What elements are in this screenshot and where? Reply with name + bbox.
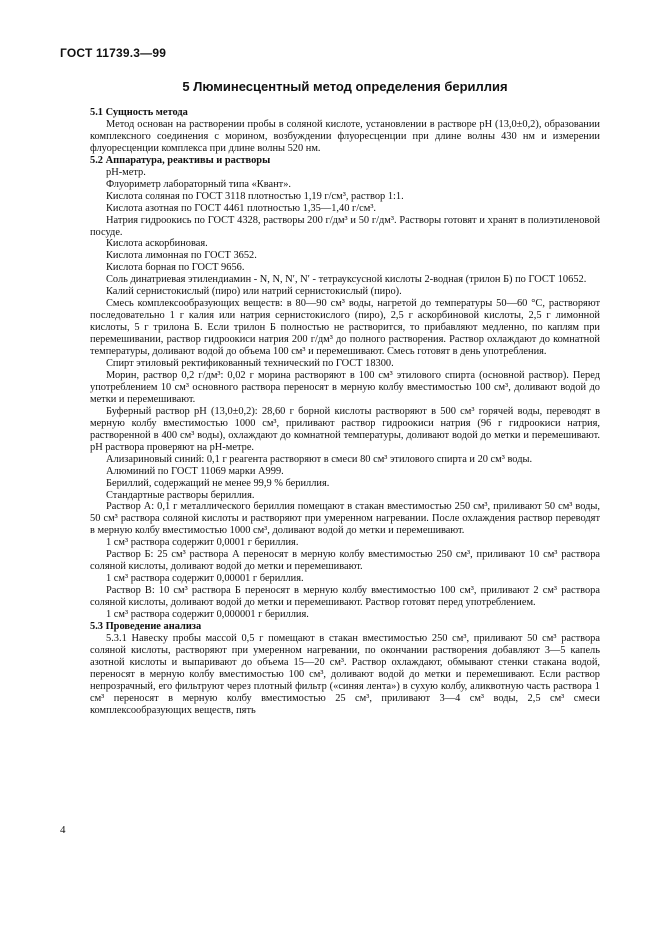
paragraph: Раствор Б: 25 см³ раствора А переносят в мерную колбу вместимостью 250 см³, приливают 10 см³ раствора соляной кислоты, доливают водой до метки и перемешивают.: [90, 549, 600, 573]
subsection-title-5-2: 5.2 Аппаратура, реактивы и растворы: [90, 154, 271, 166]
paragraph: Буферный раствор рН (13,0±0,2): 28,60 г борной кислоты растворяют в 500 см³ горячей воды, переводят в мерную колбу вместимостью 1000 см³, приливают раствор гидроокиси натрия (96 г гидроокиси натрия, растворенной в 400 см³ воды), охлаждают до комнатной температуры, доливают водой до метки и перемешивают. рН раствора проверяют на рН-метре.: [90, 405, 600, 453]
paragraph-5-3-1: 5.3.1 Навеску пробы массой 0,5 г помещают в стакан вместимостью 250 см³, приливают 50 см³ раствора соляной кислоты, растворяют при умеренном нагревании, по окончании растворения добавляют 3—5 капель азотной кислоты и выпаривают до объема 15—20 см³. Раствор охлаждают, обмывают стенки стакана водой, переносят в мерную колбу вместимостью 100 см³, доливают водой до метки и перемешивают. Если раствор непрозрачный, его фильтруют через плотный фильтр («синяя лента») в сухую колбу, аликвотную часть раствора 1 см³ переносят в мерную колбу вместимостью 25 см³, приливают 3—4 см³ воды, 2,5 см³ смеси комплексообразующих веществ, пять: [90, 632, 600, 716]
paragraph: Натрия гидроокись по ГОСТ 4328, растворы 200 г/дм³ и 50 г/дм³. Растворы готовят и хранят в полиэтиленовой посуде.: [90, 214, 600, 238]
paragraph: Алюминий по ГОСТ 11069 марки А999.: [106, 465, 284, 477]
paragraph: 1 см³ раствора содержит 0,0001 г бериллия.: [106, 537, 299, 549]
paragraph: Спирт этиловый ректификованный технический по ГОСТ 18300.: [106, 358, 394, 370]
subsection-title-5-1: 5.1 Сущность метода: [90, 107, 188, 118]
paragraph: Раствор А: 0,1 г металлического бериллия помещают в стакан вместимостью 250 см³, приливают 50 см³ воды, 50 см³ раствора соляной кислоты и растворяют при умеренном нагревании. После охлаждения раствор переводят в мерную колбу вместимостью 1000 см³, доливают водой до метки и перемешивают.: [90, 501, 600, 537]
document-body: [90, 80, 600, 717]
paragraph: Раствор В: 10 см³ раствора Б переносят в мерную колбу вместимостью 100 см³, приливают 2 см³ раствора соляной кислоты, доливают водой до метки и перемешивают. Раствор готовят перед употреблением.: [90, 585, 600, 609]
paragraph: Кислота азотная по ГОСТ 4461 плотностью 1,35—1,40 г/см³.: [106, 202, 377, 214]
paragraph: Ализариновый синий: 0,1 г реагента растворяют в смеси 80 см³ этилового спирта и 20 см³ воды.: [106, 453, 533, 465]
paragraph: рН-метр.: [106, 166, 146, 178]
paragraph: Кислота лимонная по ГОСТ 3652.: [106, 250, 257, 262]
paragraph: 1 см³ раствора содержит 0,000001 г бериллия.: [106, 609, 309, 621]
paragraph: Кислота борная по ГОСТ 9656.: [106, 262, 245, 274]
paragraph: Калий сернистокислый (пиро) или натрий сернистокислый (пиро).: [106, 286, 402, 298]
page-number: 4: [60, 824, 66, 836]
paragraph: Соль динатриевая этилендиамин - N, N, N′, N′ - тетрауксусной кислоты 2-водная (трилон Б) по ГОСТ 10652.: [106, 274, 587, 286]
paragraph: Флуориметр лабораторный типа «Квант».: [106, 178, 291, 190]
paragraph: Бериллий, содержащий не менее 99,9 % бериллия.: [106, 477, 330, 489]
paragraph-5-1: Метод основан на растворении пробы в соляной кислоте, установлении в растворе рН (13,0±0,2), образовании комплексного соединения с морином, возбуждении флуоресценции при длине волны 430 нм и измерении флуоресценции комплекса при длине волны 520 нм.: [90, 118, 600, 154]
paragraph: Кислота соляная по ГОСТ 3118 плотностью 1,19 г/см³, раствор 1:1.: [106, 190, 404, 202]
paragraph: Стандартные растворы бериллия.: [106, 489, 255, 501]
paragraph: Кислота аскорбиновая.: [106, 238, 208, 250]
paragraph: 1 см³ раствора содержит 0,00001 г бериллия.: [106, 573, 304, 585]
subsection-title-5-3: 5.3 Проведение анализа: [90, 620, 202, 632]
paragraph: Смесь комплексообразующих веществ: в 80—90 см³ воды, нагретой до температуры 50—60 °С, растворяют последовательно 1 г калия или натрия сернистокислого (пиро), 2,5 г аскорбиновой кислоты, 2,5 г лимонной кислоты, 5 г трилона Б. Если трилон Б полностью не растворится, то прибавляют медленно, по каплям при перемешивании, раствор гидроокиси натрия 200 г/дм³ до полного растворения. Раствор охлаждают до комнатной температуры, доливают водой до объема 100 см³ и перемешивают. Смесь готовят в день употребления.: [90, 298, 600, 358]
section-title: 5 Люминесцентный метод определения бериллия: [182, 79, 508, 94]
document-code-header: ГОСТ 11739.3—99: [60, 46, 167, 60]
paragraph: Морин, раствор 0,2 г/дм³: 0,02 г морина растворяют в 100 см³ этилового спирта (основной раствор). Перед употреблением 10 см³ основного раствора переносят в мерную колбу вместимостью 100 см³, доливают водой до метки и перемешивают.: [90, 369, 600, 405]
